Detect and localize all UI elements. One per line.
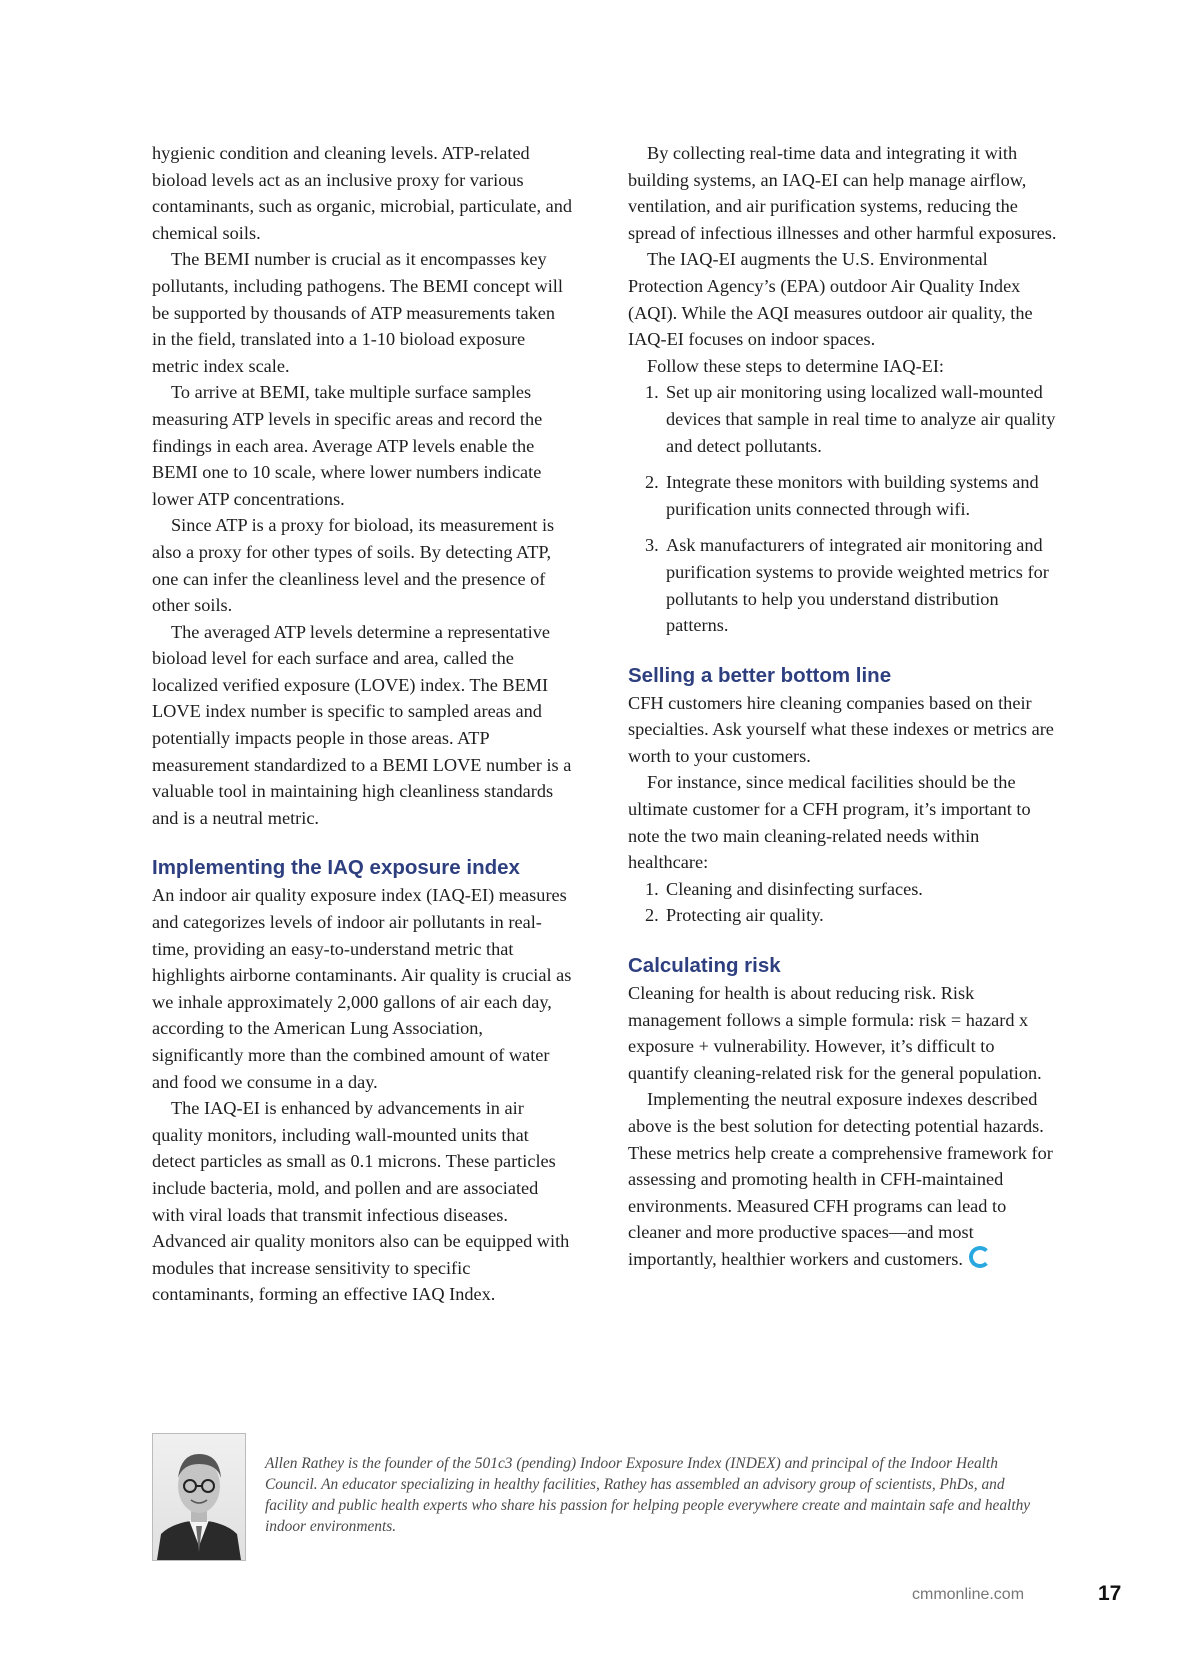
body-paragraph: For instance, since medical facilities should be the ultimate customer for a CFH program, it’s important to note the two main cleaning-related needs within healthcare: (628, 772, 1031, 873)
body-paragraph: To arrive at BEMI, take multiple surface samples measuring ATP levels in specific areas and record the findings in each area. Average ATP levels enable the BEMI one to 10 scale, where lower numbers indicate lower ATP concentrations. (152, 382, 543, 509)
body-paragraph: Since ATP is a proxy for bioload, its measurement is also a proxy for other types of soils. By detecting ATP, one can infer the cleanliness level and the presence of other soils. (152, 515, 555, 616)
section-heading-iaq: Implementing the IAQ exposure index (152, 856, 520, 880)
body-paragraph: Implementing the neutral exposure indexes described above is the best solution for detecting potential hazards. These metrics help create a comprehensive framework for assessing and promoting health in CFH-maintained environments. Measured CFH programs can lead to cleaner and more productive spaces—and most importantly, healthier workers and customers. (628, 1089, 1053, 1269)
page-number: 17 (1098, 1582, 1122, 1605)
body-paragraph: The averaged ATP levels determine a representative bioload level for each surface and area, called the localized verified exposure (LOVE) index. The BEMI LOVE index number is specific to sampled areas and potentially impacts people in those areas. ATP measurement standardized to a BEMI LOVE number is a valuable tool in maintaining high cleanliness standards and is a neutral metric. (152, 621, 572, 828)
list-item: 1. Set up air monitoring using localized wall-mounted devices that sample in real time to analyze air quality and detect pollutants. (645, 382, 1056, 456)
end-of-article-icon (969, 1246, 991, 1268)
body-paragraph: CFH customers hire cleaning companies based on their specialties. Ask yourself what these indexes or metrics are worth to your customers. (628, 692, 1054, 766)
author-bio (152, 1433, 1052, 1561)
body-paragraph: Follow these steps to determine IAQ-EI: (647, 355, 945, 376)
left-column (152, 140, 572, 1308)
list-item: 1. Cleaning and disinfecting surfaces. (645, 878, 923, 899)
author-bio-text: Allen Rathey is the founder of the 501c3 (pending) Indoor Exposure Index (INDEX) and principal of the Indoor Health Council. An educator specializing in healthy facilities, Rathey has assembled an advisory group of scientists, PhDs, and facility and public health experts who share his passion for helping people everywhere create and maintain safe and healthy indoor environments. (265, 1455, 1031, 1535)
body-paragraph: The BEMI number is crucial as it encompasses key pollutants, including pathogens. The BEMI concept will be supported by thousands of ATP measurements taken in the field, translated into a 1-10 bioload exposure metric index scale. (152, 249, 563, 376)
healthcare-needs-list (628, 876, 1058, 929)
section-heading-risk: Calculating risk (628, 954, 781, 978)
footer-website: cmmonline.com (912, 1586, 1025, 1603)
body-paragraph: The IAQ-EI is enhanced by advancements in air quality monitors, including wall-mounted units that detect particles as small as 0.1 microns. These particles include bacteria, mold, and pollen and are associated with viral loads that transmit infectious diseases. Advanced air quality monitors also can be equipped with modules that increase sensitivity to specific contaminants, forming an effective IAQ Index. (152, 1098, 570, 1305)
list-item: 2. Integrate these monitors with building systems and purification units connected through wifi. (645, 472, 1039, 519)
body-paragraph: The IAQ-EI augments the U.S. Environmental Protection Agency’s (EPA) outdoor Air Quality Index (AQI). While the AQI measures outdoor air quality, the IAQ-EI focuses on indoor spaces. (628, 249, 1033, 350)
iaq-steps-list (628, 379, 1058, 638)
body-paragraph: Cleaning for health is about reducing risk. Risk management follows a simple formula: risk = hazard x exposure + vulnerability. However, it’s difficult to quantify cleaning-related risk for the general population. (628, 983, 1042, 1083)
list-item: 2. Protecting air quality. (645, 905, 824, 926)
body-paragraph: An indoor air quality exposure index (IAQ-EI) measures and categorizes levels of indoor air pollutants in real-time, providing an easy-to-understand metric that highlights airborne contaminants. Air quality is crucial as we inhale approximately 2,000 gallons of air each day, according to the American Lung Association, significantly more than the combined amount of water and food we consume in a day. (152, 885, 572, 1092)
author-photo (152, 1433, 246, 1561)
body-paragraph: hygienic condition and cleaning levels. ATP-related bioload levels act as an inclusive proxy for various contaminants, such as organic, microbial, particulate, and chemical soils. (152, 143, 572, 243)
section-heading-bottom-line: Selling a better bottom line (628, 663, 892, 687)
body-paragraph: By collecting real-time data and integrating it with building systems, an IAQ-EI can help manage airflow, ventilation, and air purification systems, reducing the spread of infectious illnesses and other harmful exposures. (628, 143, 1057, 243)
list-item: 3. Ask manufacturers of integrated air monitoring and purification systems to provide weighted metrics for pollutants to help you understand distribution patterns. (645, 535, 1049, 636)
right-column (628, 140, 1058, 1273)
